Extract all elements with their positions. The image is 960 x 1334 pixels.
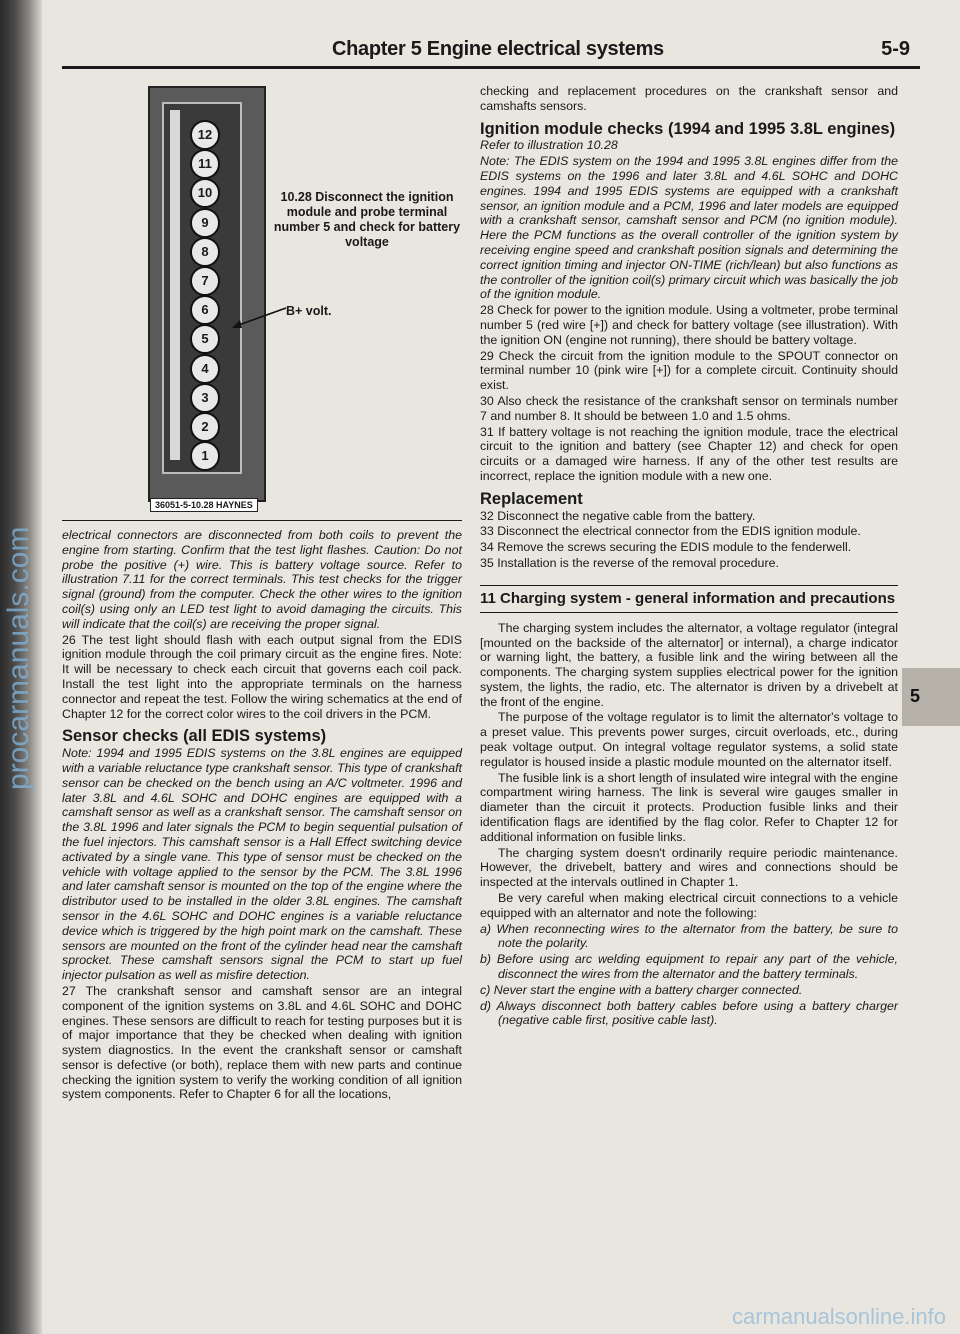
list-item: d) Always disconnect both battery cables before using a battery charger (negative cable first, positive cable last). xyxy=(480,998,898,1028)
right-column xyxy=(480,84,898,1029)
terminal-pin: 8 xyxy=(190,237,220,267)
paragraph: 26 The test light should flash with each output signal from the EDIS ignition module through the coil primary circuit as the engine fires. Note: It will be necessary to check each circuit that governs each coil pack. Install the test light into the appropriate terminals on the harness connector and repeat the test. Follow the wiring schematics at the end of Chapter 12 for the correct color wires to the coil drivers in the PCM. xyxy=(62,632,462,721)
page-header xyxy=(62,38,920,68)
note-paragraph: Note: The EDIS system on the 1994 and 1995 3.8L engines differ from the EDIS systems on the 1996 and later 3.8L and 4.6L SOHC and DOHC engines. 1994 and 1995 EDIS systems are equipped with a crankshaft sensor, an ignition module and a PCM, 1996 and later models are equipped with a crankshaft sensor, camshaft sensor and PCM (no ignition module). Here the PCM functions as the overall controller of the ignition system by receiving engine speed and crankshaft position signals and determining the correct ignition timing and injector ON-TIME (rich/lean) but also functions as the controller of the ignition coil(s) primary circuit which was basically the job of the ignition module. xyxy=(480,154,899,302)
chapter-title: Chapter 5 Engine electrical systems xyxy=(332,38,664,60)
terminal-pin: 10 xyxy=(190,178,220,208)
illustration-ref: Refer to illustration 10.28 xyxy=(480,138,618,153)
pointer-arrow-icon xyxy=(230,306,288,330)
chapter-tab-label: 5 xyxy=(910,686,921,706)
terminal-pin: 11 xyxy=(190,149,220,179)
terminal-pin: 12 xyxy=(190,120,220,150)
terminal-pin: 4 xyxy=(190,354,220,384)
paragraph: 27 The crankshaft sensor and camshaft sensor are an integral component of the ignition systems on 3.8L and 4.6L SOHC and DOHC engines. These sensors are difficult to reach for testing purposes but it is of major importance that they be checked when dealing with ignition system diagnostics. In the event the crankshaft sensor or camshaft sensor is defective (or both), replace them with new parts and continue checking the ignition system to verify the working condition of all ignition system components. Refer to Chapter 6 for all the locations, xyxy=(62,983,462,1102)
connector-illustration xyxy=(148,86,266,502)
section-heading: 11 Charging system - general information and precautions xyxy=(480,589,896,607)
precaution-list xyxy=(480,922,898,1029)
list-item: b) Before using arc welding equipment to repair any part of the vehicle, disconnect the wires from the alternator and the battery terminals. xyxy=(480,952,898,982)
connector-body xyxy=(162,102,242,474)
paragraph: The charging system includes the alternator, a voltage regulator (integral [mounted on the backside of the alternator] or internal), a charge indicator or warning light, the battery, a fusible link and the wiring between all the components. The charging system supplies electrical power for the ignition system, the lights, the radio, etc. The alternator is driven by a drivebelt at the front of the engine. xyxy=(480,620,898,709)
section-rule xyxy=(480,585,898,586)
paragraph: The charging system doesn't ordinarily require periodic maintenance. However, the drivebelt, battery and wires and connections should be inspected at the intervals outlined in Chapter 1. xyxy=(480,845,898,890)
terminal-pin: 1 xyxy=(190,441,220,471)
paragraph: Be very careful when making electrical circuit connections to a vehicle equipped with an alternator and note the following: xyxy=(480,891,898,920)
paragraph: electrical connectors are disconnected from both coils to prevent the engine from starting. Confirm that the test light flashes. Caution: Do not probe the positive (+) wire. This is battery voltage source. Refer to illustration 7.11 for the correct terminals. This test checks for the trigger signal (ground) from the computer. Check the other wires to the ignition coil(s) using only an LED test light to avoid damaging the circuits. This will indicate that the coil(s) are receiving the proper signal. xyxy=(62,528,462,631)
terminal-pin: 2 xyxy=(190,412,220,442)
step-30: 30 Also check the resistance of the crankshaft sensor on terminals number 7 and number 8. It should be between 1.0 and 1.5 ohms. xyxy=(480,393,898,423)
step-31: 31 If battery voltage is not reaching the ignition module, trace the electrical circuit to the ignition and battery (see Chapter 12) and check for open circuits or a damaged wire harness. If any of the other test results are incorrect, replace the ignition module with a new one. xyxy=(480,424,898,483)
paragraph: The fusible link is a short length of insulated wire integral with the engine compartment wiring harness. The link is several wire gauges smaller in diameter than the circuit it protects. Production fusible links and their identification flags are identified by the flag color. Refer to Chapter 12 for additional information on fusible links. xyxy=(480,770,898,844)
figure-tag: 36051-5-10.28 HAYNES xyxy=(150,498,258,512)
connector-strip xyxy=(170,110,180,460)
header-rule xyxy=(62,66,920,69)
section-heading: Ignition module checks (1994 and 1995 3.8L engines) xyxy=(480,119,896,138)
watermark xyxy=(2,750,36,790)
list-item: a) When reconnecting wires to the alternator from the battery, be sure to note the polarity. xyxy=(480,921,898,951)
step-29: 29 Check the circuit from the ignition module to the SPOUT connector on terminal number 10 (pink wire [+]) for a complete circuit. Continuity should exist. xyxy=(480,348,898,393)
list-item: c) Never start the engine with a battery charger connected. xyxy=(480,982,803,997)
step-35: 35 Installation is the reverse of the removal procedure. xyxy=(480,555,779,570)
terminal-pin: 6 xyxy=(190,295,220,325)
step-34: 34 Remove the screws securing the EDIS module to the fenderwell. xyxy=(480,540,852,555)
note-paragraph: Note: 1994 and 1995 EDIS systems on the 3.8L engines are equipped with a variable reluctance type crankshaft sensor. This type of crankshaft sensor can be checked on the bench using an A/C voltmeter. 1996 and later 3.8L and 4.6L SOHC and DOHC engines are equipped with a camshaft sensor as well as a crankshaft sensor. The camshaft sensor on the 3.8L 1996 and later signals the PCM to begin sequential pulsation of the fuel injectors. This camshaft sensor is a Hall Effect switching device activated by a single vane. This type of sensor must be checked on the vehicle with voltage applied to the sensor by the PCM. The 3.8L 1996 and later camshaft sensor is mounted on the top of the engine where the distributor used to be installed in the older 3.8L engines. The camshaft sensor in the 4.6L SOHC and DOHC engines is a variable reluctance device which is triggered by the high point mark on the camshaft. These sensors are mounted on the front of the cylinder head near the camshaft sprocket. These camshaft sensors signal the PCM to start up fuel injector pulsation as well as misfire detection. xyxy=(62,746,462,983)
section-heading: Replacement xyxy=(480,489,583,508)
chapter-tab xyxy=(902,668,960,726)
figure-caption: 10.28 Disconnect the ignition module and probe terminal number 5 and check for battery voltage xyxy=(273,190,461,249)
paragraph: The purpose of the voltage regulator is to limit the alternator's voltage to a preset value. This prevents power surges, circuit overloads, etc., during peak voltage output. On integral voltage regulator systems, a solid state regulator is housed inside a plastic module mounted on the alternator itself. xyxy=(480,710,898,769)
section-heading: Sensor checks (all EDIS systems) xyxy=(62,727,327,746)
step-33: 33 Disconnect the electrical connector from the EDIS ignition module. xyxy=(480,524,861,539)
terminal-pin: 3 xyxy=(190,383,220,413)
bvolt-label: B+ volt. xyxy=(286,304,332,318)
footer-watermark: carmanualsonline.info xyxy=(731,1304,946,1329)
figure-rule xyxy=(62,520,462,521)
paragraph: checking and replacement procedures on the crankshaft sensor and camshafts sensors. xyxy=(480,84,898,113)
page-number: 5-9 xyxy=(881,38,910,60)
step-28: 28 Check for power to the ignition module. Using a voltmeter, probe terminal number 5 (red wire [+]) and check for battery voltage (see illustration). With the ignition ON (engine not running), there should be battery voltage. xyxy=(480,303,898,347)
terminal-pin: 7 xyxy=(190,266,220,296)
left-column xyxy=(62,528,462,1103)
step-32: 32 Disconnect the negative cable from the battery. xyxy=(480,508,756,523)
terminal-pin: 5 xyxy=(190,324,220,354)
terminal-pin: 9 xyxy=(190,208,220,238)
section-rule xyxy=(480,612,898,613)
